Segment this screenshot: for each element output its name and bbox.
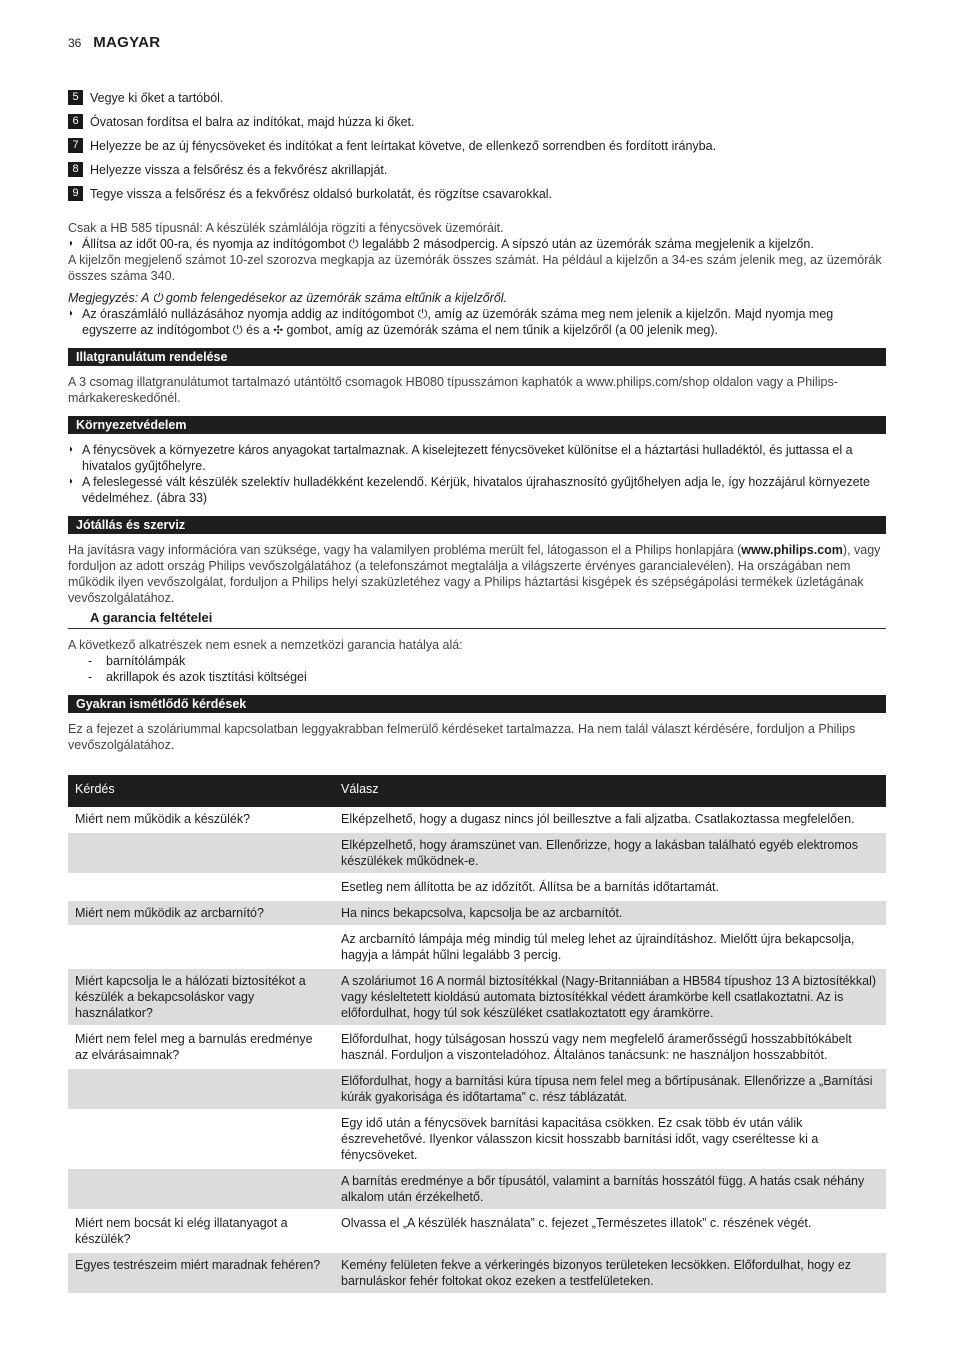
bullet-icon: ◗: [68, 238, 75, 249]
table-row: [68, 1110, 886, 1168]
table-row: [68, 926, 886, 968]
step-number: 9: [68, 186, 83, 201]
bullet-text: Az óraszámláló nullázásához nyomja addig az indítógombot ⏻, amíg az üzemórák száma meg nem jelenik a kijelzőn. Majd nyomja meg egyszerre az indítógombot ⏻ és a ✣ gombot, amíg az üzemórák száma el nem tűnik a kijelzőről (a 00 jelenik meg).: [82, 307, 834, 337]
answer-cell: A szoláriumot 16 A normál biztosítékkal (Nagy-Britanniában a HB584 típushoz 13 A biztosítékkal) vagy késleltetett kioldású automata biztosítékkal védett áramkörbe kell csatlakoztatni. Az is előfordulhat, hogy túl sok készüléket csatlakoztatott egy áramkörre.: [334, 968, 886, 1026]
question-cell: [68, 874, 334, 900]
step-number: 8: [68, 162, 83, 177]
step-text: Helyezze be az új fénycsöveket és indítókat a fent leírtakat követve, de ellenkező sorrendben és fordított irányba.: [90, 139, 717, 153]
answer-cell: Esetleg nem állította be az időzítőt. Állítsa be a barnítás időtartamát.: [334, 874, 886, 900]
dash-mark: -: [88, 654, 93, 668]
table-row: [68, 874, 886, 900]
step-number: 7: [68, 138, 83, 153]
question-cell: Miért nem működik az arcbarnító?: [68, 900, 334, 926]
bullet-icon: ◗: [68, 308, 75, 319]
bullet-item: [68, 236, 886, 252]
answer-cell: A barnítás eredménye a bőr típusától, valamint a barnítás hosszától függ. A hatás csak néhány alkalom után érzékelhető.: [334, 1168, 886, 1210]
list-item-text: barnítólámpák: [106, 654, 186, 668]
bullet-text: Állítsa az időt 00-ra, és nyomja az indítógombot ⏻ legalább 2 másodpercig. A sípszó után az üzemórák száma megjelenik a kijelzőn.: [82, 237, 814, 251]
hours-paragraph: A kijelzőn megjelenő számot 10-zel szorozva megkapja az üzemórák összes számát. Ha például a kijelzőn a 34-es szám jelenik meg, az üzemórák összes száma 340.: [68, 253, 882, 283]
section-heading-faq: Gyakran ismétlődő kérdések: [68, 695, 886, 713]
step-number: 5: [68, 90, 83, 105]
philips-link[interactable]: www.philips.com: [741, 543, 843, 557]
warranty-text-before: Ha javításra vagy információra van szüksége, vagy ha valamilyen probléma merült fel, látogasson el a Philips honlapjára (: [68, 543, 742, 557]
question-cell: [68, 926, 334, 968]
step-text: Helyezze vissza a felsőrész és a fekvőrész akrillapját.: [90, 163, 388, 177]
answer-cell: Előfordulhat, hogy a barnítási kúra típusa nem felel meg a bőrtípusának. Ellenőrizze a „Barnítási kúrák gyakorisága és időtartama” c. rész táblázatát.: [334, 1068, 886, 1110]
faq-table: [68, 775, 886, 1295]
table-row: [68, 1068, 886, 1110]
hours-note: Megjegyzés: A ⏻ gomb felengedésekor az üzemórák száma eltűnik a kijelzőről.: [68, 291, 508, 305]
step-item: [68, 186, 886, 202]
hours-intro: Csak a HB 585 típusnál: A készülék számlálója rögzíti a fénycsövek üzemóráit.: [68, 221, 504, 235]
question-cell: [68, 1068, 334, 1110]
answer-cell: Elképzelhető, hogy áramszünet van. Ellenőrizze, hogy a lakásban található egyéb elektromos készülékek működnek-e.: [334, 832, 886, 874]
table-row: [68, 807, 886, 832]
section-heading-order: Illatgranulátum rendelése: [68, 348, 886, 366]
dash-mark: -: [88, 670, 93, 684]
step-item: [68, 138, 886, 154]
answer-cell: Az arcbarnító lámpája még mindig túl meleg lehet az újraindításhoz. Mielőtt újra bekapcsolja, hagyja a lámpát hűlni legalább 3 percig.: [334, 926, 886, 968]
question-cell: [68, 832, 334, 874]
warranty-text-after: ), vagy forduljon az adott ország Philips vevőszolgálatához (a telefonszámot megtalálja a világszerte érvényes garancialevélen). Ha országában nem működik ilyen vevőszolgálat, forduljon a Philips helyi szaküzletéhez vagy a Philips háztartási kisgépek és szépségápolási termékek üzletágának vevőszolgálatához.: [68, 543, 881, 605]
answer-cell: Olvassa el „A készülék használata” c. fejezet „Természetes illatok” c. részének végét.: [334, 1210, 886, 1252]
question-cell: Miért nem felel meg a barnulás eredménye az elvárásaimnak?: [68, 1026, 334, 1068]
question-cell: [68, 1168, 334, 1210]
step-item: [68, 162, 886, 178]
section-heading-warranty: Jótállás és szerviz: [68, 516, 886, 534]
column-header-answer: Válasz: [334, 775, 886, 807]
step-item: [68, 114, 886, 130]
table-row: [68, 1252, 886, 1294]
bullet-text: A feleslegessé vált készülék szelektív hulladékként kezelendő. Kérjük, hivatalos újrahasznosító gyűjtőhelyen adja le, így hozzájárul környezete védelméhez. (ábra 33): [82, 475, 870, 505]
answer-cell: Elképzelhető, hogy a dugasz nincs jól beillesztve a fali aljzatba. Csatlakoztassa megfelelően.: [334, 807, 886, 832]
table-row: [68, 1210, 886, 1252]
list-item-text: akrillapok és azok tisztítási költségei: [106, 670, 307, 684]
table-row: [68, 1026, 886, 1068]
conditions-intro: A következő alkatrészek nem esnek a nemzetközi garancia hatálya alá:: [68, 638, 463, 652]
question-cell: Miért kapcsolja le a hálózati biztosítékot a készülék a bekapcsoláskor vagy használatkor?: [68, 968, 334, 1026]
subheading-warranty-conditions: A garancia feltételei: [68, 610, 886, 629]
bullet-item: [68, 306, 886, 338]
step-text: Tegye vissza a felsőrész és a fekvőrész oldalsó burkolatát, és rögzítse csavarokkal.: [90, 187, 553, 201]
warranty-text: [68, 542, 886, 606]
answer-cell: Kemény felületen fekve a vérkeringés bizonyos területeken lecsökken. Előfordulhat, hogy ez barnuláskor fehér foltokat okoz ezeken a testfelületeken.: [334, 1252, 886, 1294]
question-cell: Miért nem bocsát ki elég illatanyagot a készülék?: [68, 1210, 334, 1252]
page-content: [68, 90, 886, 1295]
column-header-question: Kérdés: [68, 775, 334, 807]
step-text: Óvatosan fordítsa el balra az indítókat, majd húzza ki őket.: [90, 115, 415, 129]
step-text: Vegye ki őket a tartóból.: [90, 91, 224, 105]
faq-intro: Ez a fejezet a szoláriummal kapcsolatban leggyakrabban felmerülő kérdéseket tartalmazza. Ha nem talál választ kérdésére, forduljon a Philips vevőszolgálatához.: [68, 722, 856, 752]
question-cell: [68, 1110, 334, 1168]
answer-cell: Előfordulhat, hogy túlságosan hosszú vagy nem megfelelő áramerősségű hosszabbítókábelt használ. Forduljon a viszonteladóhoz. Általános tanácsunk: ne használjon hosszabbítót.: [334, 1026, 886, 1068]
list-item: [68, 669, 886, 685]
step-number: 6: [68, 114, 83, 129]
table-row: [68, 968, 886, 1026]
bullet-icon: ◗: [68, 444, 75, 455]
step-item: [68, 90, 886, 106]
bullet-item: [68, 442, 886, 474]
table-row: [68, 1168, 886, 1210]
question-cell: Miért nem működik a készülék?: [68, 807, 334, 832]
section-heading-environment: Környezetvédelem: [68, 416, 886, 434]
language-title: MAGYAR: [93, 34, 161, 51]
page-header: [68, 34, 160, 51]
bullet-item: [68, 474, 886, 506]
list-item: [68, 653, 886, 669]
order-text: A 3 csomag illatgranulátumot tartalmazó utántöltő csomagok HB080 típusszámon kaphatók a www.philips.com/shop oldalon vagy a Philips-márkakereskedőnél.: [68, 375, 838, 405]
bullet-icon: ◗: [68, 476, 75, 487]
table-row: [68, 900, 886, 926]
answer-cell: Ha nincs bekapcsolva, kapcsolja be az arcbarnítót.: [334, 900, 886, 926]
answer-cell: Egy idő után a fénycsövek barnítási kapacitása csökken. Ez csak több év után válik észrevehetővé. Ilyenkor válasszon kicsit hosszabb barnítási időt, vagy cseréltesse ki a fénycsöveket.: [334, 1110, 886, 1168]
table-row: [68, 832, 886, 874]
bullet-text: A fénycsövek a környezetre káros anyagokat tartalmaznak. A kiselejtezett fénycsöveket különítse el a háztartási hulladéktól, és juttassa el a hivatalos gyűjtőhelyre.: [82, 443, 853, 473]
page-number: 36: [68, 36, 82, 50]
question-cell: Egyes testrészeim miért maradnak fehéren?: [68, 1252, 334, 1294]
table-header-row: [68, 775, 886, 807]
